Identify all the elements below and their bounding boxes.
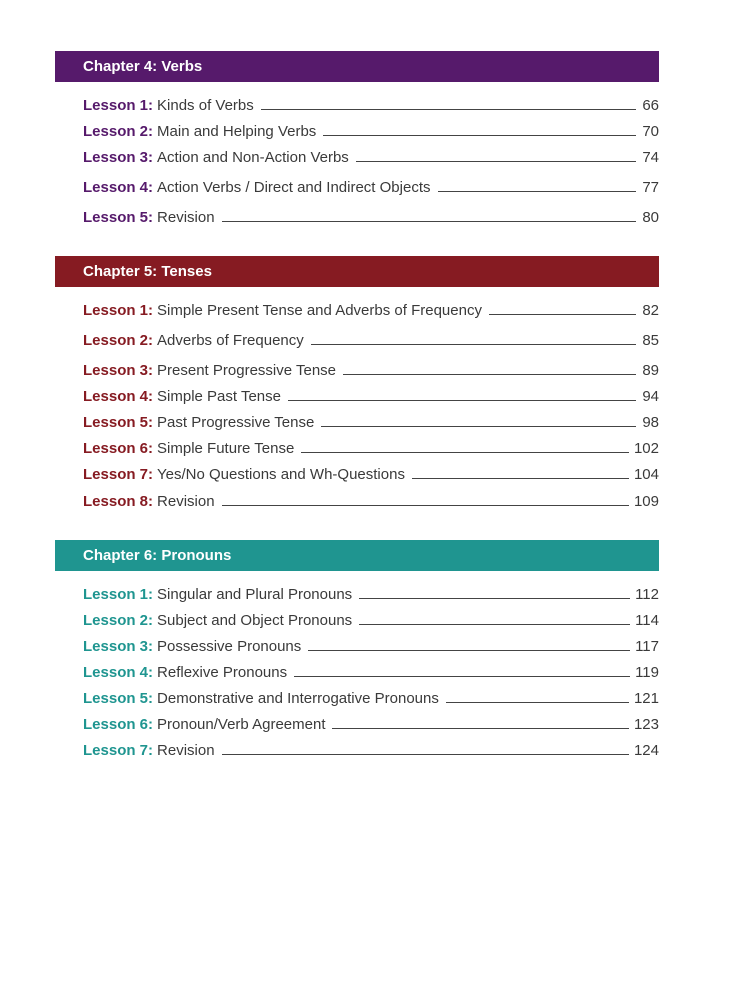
lesson-title: Simple Present Tense and Adverbs of Frequency — [157, 302, 482, 319]
page-number: 94 — [642, 388, 659, 405]
chapter-header: Chapter 6: Pronouns — [55, 540, 659, 571]
lesson-label: Lesson 1: — [83, 302, 154, 319]
chapter-pronouns — [55, 540, 659, 759]
lesson-title: Action Verbs / Direct and Indirect Objects — [157, 179, 431, 196]
lesson-entry[interactable] — [83, 464, 659, 486]
dot-leader — [222, 754, 629, 755]
dot-leader — [301, 452, 629, 453]
page-number: 80 — [642, 209, 659, 226]
page-number: 102 — [633, 440, 659, 457]
lesson-label: Lesson 3: — [83, 362, 154, 379]
dot-leader — [356, 161, 636, 162]
lesson-entry[interactable] — [83, 714, 659, 736]
page-number: 66 — [642, 97, 659, 114]
lesson-title: Action and Non-Action Verbs — [157, 149, 349, 166]
page-number: 121 — [633, 690, 659, 707]
lesson-title: Kinds of Verbs — [157, 97, 254, 114]
page-number: 117 — [635, 638, 659, 655]
chapter-tenses — [55, 256, 659, 510]
dot-leader — [332, 728, 628, 729]
lesson-entry[interactable] — [83, 95, 659, 117]
dot-leader — [288, 400, 636, 401]
page-number: 124 — [633, 742, 659, 759]
chapter-header: Chapter 4: Verbs — [55, 51, 659, 82]
dot-leader — [222, 505, 629, 506]
lesson-entry[interactable] — [83, 662, 659, 684]
page-number: 70 — [642, 123, 659, 140]
lesson-entry[interactable] — [83, 147, 659, 169]
page-number: 109 — [633, 493, 659, 510]
dot-leader — [222, 221, 636, 222]
lesson-title: Yes/No Questions and Wh-Questions — [157, 466, 405, 483]
dot-leader — [261, 109, 636, 110]
lesson-entry[interactable] — [83, 636, 659, 658]
lesson-title: Reflexive Pronouns — [157, 664, 288, 681]
lesson-label: Lesson 4: — [83, 388, 154, 405]
lesson-label: Lesson 6: — [83, 440, 154, 457]
lesson-label: Lesson 4: — [83, 664, 154, 681]
dot-leader — [359, 624, 630, 625]
dot-leader — [294, 676, 630, 677]
page-number: 77 — [642, 179, 659, 196]
page-number: 112 — [635, 586, 659, 603]
lesson-title: Simple Past Tense — [157, 388, 281, 405]
lesson-entry[interactable] — [83, 330, 659, 352]
lesson-label: Lesson 1: — [83, 586, 154, 603]
lesson-title: Demonstrative and Interrogative Pronouns — [157, 690, 439, 707]
lesson-entry[interactable] — [83, 207, 659, 229]
lesson-title: Adverbs of Frequency — [157, 332, 304, 349]
dot-leader — [323, 135, 636, 136]
lesson-entry[interactable] — [83, 121, 659, 143]
lesson-label: Lesson 6: — [83, 716, 154, 733]
lesson-label: Lesson 2: — [83, 332, 154, 349]
lesson-label: Lesson 5: — [83, 209, 154, 226]
dot-leader — [438, 191, 637, 192]
page-number: 123 — [633, 716, 659, 733]
lesson-label: Lesson 3: — [83, 638, 154, 655]
lesson-title: Pronoun/Verb Agreement — [157, 716, 326, 733]
lesson-label: Lesson 4: — [83, 179, 154, 196]
lesson-title: Singular and Plural Pronouns — [157, 586, 353, 603]
lesson-entry[interactable] — [83, 740, 659, 762]
lesson-title: Subject and Object Pronouns — [157, 612, 353, 629]
lesson-title: Main and Helping Verbs — [157, 123, 317, 140]
lesson-label: Lesson 7: — [83, 742, 154, 759]
page-number: 82 — [642, 302, 659, 319]
dot-leader — [308, 650, 630, 651]
lesson-title: Possessive Pronouns — [157, 638, 302, 655]
lesson-label: Lesson 2: — [83, 612, 154, 629]
dot-leader — [311, 344, 636, 345]
dot-leader — [343, 374, 636, 375]
lesson-label: Lesson 7: — [83, 466, 154, 483]
lesson-title: Revision — [157, 742, 215, 759]
dot-leader — [446, 702, 629, 703]
lesson-label: Lesson 3: — [83, 149, 154, 166]
lesson-entry[interactable] — [83, 610, 659, 632]
lesson-label: Lesson 5: — [83, 414, 154, 431]
page-number: 74 — [642, 149, 659, 166]
lesson-entry[interactable] — [83, 491, 659, 513]
lesson-entry[interactable] — [83, 584, 659, 606]
lesson-label: Lesson 5: — [83, 690, 154, 707]
lesson-title: Revision — [157, 493, 215, 510]
lesson-label: Lesson 1: — [83, 97, 154, 114]
lesson-title: Revision — [157, 209, 215, 226]
lesson-entry[interactable] — [83, 360, 659, 382]
lesson-entry[interactable] — [83, 300, 659, 322]
page-number: 98 — [642, 414, 659, 431]
page-number: 104 — [633, 466, 659, 483]
lesson-label: Lesson 2: — [83, 123, 154, 140]
lesson-title: Simple Future Tense — [157, 440, 295, 457]
lesson-entry[interactable] — [83, 412, 659, 434]
dot-leader — [359, 598, 630, 599]
page-number: 119 — [635, 664, 659, 681]
dot-leader — [412, 478, 629, 479]
lesson-title: Present Progressive Tense — [157, 362, 337, 379]
dot-leader — [321, 426, 636, 427]
dot-leader — [489, 314, 636, 315]
page-number: 89 — [642, 362, 659, 379]
lesson-entry[interactable] — [83, 688, 659, 710]
lesson-label: Lesson 8: — [83, 493, 154, 510]
lesson-entry[interactable] — [83, 177, 659, 199]
chapter-header: Chapter 5: Tenses — [55, 256, 659, 287]
page-number: 114 — [635, 612, 659, 629]
lesson-title: Past Progressive Tense — [157, 414, 315, 431]
chapter-verbs — [55, 51, 659, 226]
page-number: 85 — [642, 332, 659, 349]
lesson-entry[interactable] — [83, 386, 659, 408]
lesson-entry[interactable] — [83, 438, 659, 460]
